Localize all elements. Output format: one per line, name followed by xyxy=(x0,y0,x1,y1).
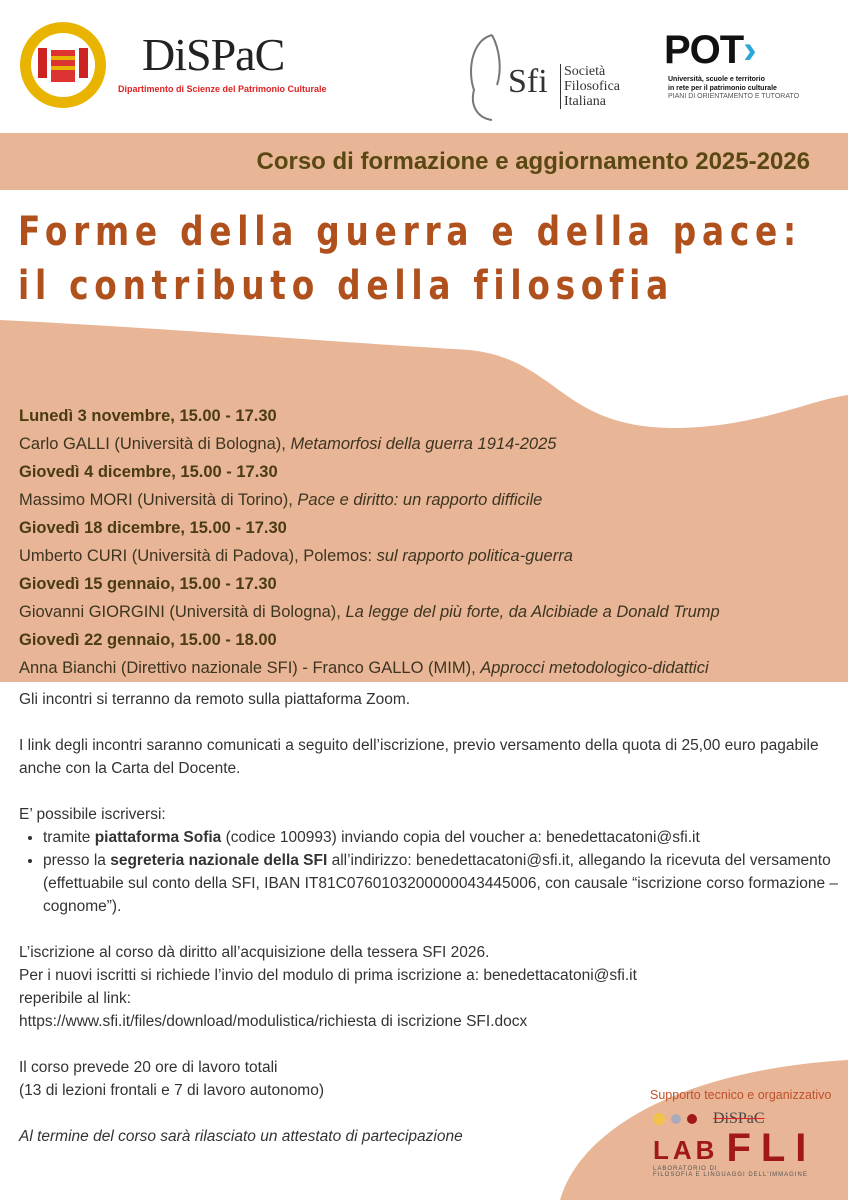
dispac-logo: DiSPaC xyxy=(142,29,285,80)
athena-helmet-icon xyxy=(462,30,507,122)
schedule-item: Giovedì 15 gennaio, 15.00 - 17.30 Giovanni GIORGINI (Università di Bologna), La legge del più forte, da Alcibiade a Donald Trump xyxy=(19,575,720,621)
page-title xyxy=(18,205,802,313)
pot-logo: POT› xyxy=(664,28,756,72)
schedule-list xyxy=(19,402,720,682)
list-item: • tramite piattaforma Sofia (codice 100993) inviando copia del voucher a: benedettacatoni@sfi.it xyxy=(43,826,839,849)
logo-bar xyxy=(0,0,848,130)
schedule-item: Giovedì 4 dicembre, 15.00 - 17.30 Massimo MORI (Università di Torino), Pace e diritto: un rapporto difficile xyxy=(19,463,543,509)
course-heading: Corso di formazione e aggiornamento 2025-2026 xyxy=(256,147,810,175)
title-line-1: Forme della guerra e della pace: xyxy=(18,209,802,255)
info-text: Gli incontri si terranno da remoto sulla piattaforma Zoom. I link degli incontri saranno comunicati a seguito dell’iscrizione, previo versamento della quota di 25,00 euro pagabile anche con la Carta del Docente. E’ possibile iscriversi: • tramite piattaforma Sofia (codice 100993) inviando copia del voucher a: benedettacatoni@sfi.it • presso la segreteria nazionale della SFI all’indirizzo: benedettacatoni@sfi.it, allegando la ricevuta del versamento (effettuabile sul conto della SFI, IBAN IT81C0760103200000043445006, con causale “iscrizione corso formazione – cognome”). L’iscrizione al corso dà diritto all’acquisizione della tessera SFI 2026. Per i nuovi iscritti si richiede l’invio del modulo di prima iscrizione a: benedettacatoni@sfi.it reperibile al link: https://www.sfi.it/files/download/modulistica/richiesta di iscrizione SFI.docx Il corso prevede 20 ore di lavoro totali (13 di lezioni frontali e 7 di lavoro autonomo) Al termine del corso sarà rilasciato un attestato di partecipazione xyxy=(19,688,839,1171)
schedule-item: Lunedì 3 novembre, 15.00 - 17.30 Carlo GALLI (Università di Bologna), Metamorfosi della guerra 1914-2025 xyxy=(19,407,557,453)
sfi-name: Società Filosofica Italiana xyxy=(560,64,620,109)
support-label: Supporto tecnico e organizzativo xyxy=(650,1088,832,1102)
university-seal-logo xyxy=(18,20,108,110)
certificate-note: Al termine del corso sarà rilasciato un attestato di partecipazione xyxy=(19,1128,463,1145)
schedule-item: Giovedì 18 dicembre, 15.00 - 17.30 Umberto CURI (Università di Padova), Polemos: sul rapporto politica-guerra xyxy=(19,519,573,565)
pot-subtitle: Università, scuole e territorio in rete per il patrimonio culturale PIANI DI ORIENTAMENTO E TUTORATO xyxy=(668,76,800,100)
chevron-right-icon: › xyxy=(743,28,756,72)
course-band xyxy=(0,133,848,190)
lightbulb-icon xyxy=(653,1113,665,1125)
dispac-subtitle: Dipartimento di Scienze del Patrimonio Culturale xyxy=(118,84,327,94)
labfli-logo: DiSPaC LAB FLI LABORATORIO DI FILOSOFIA E LINGUAGGI DELL'IMMAGINE xyxy=(653,1110,817,1178)
registration-link[interactable]: https://www.sfi.it/files/download/modulistica/richiesta di iscrizione SFI.docx xyxy=(19,1013,528,1030)
list-item: • presso la segreteria nazionale della SFI all’indirizzo: benedettacatoni@sfi.it, allegando la ricevuta del versamento (effettuabile sul conto della SFI, IBAN IT81C0760103200000043445006, con causale “iscrizione corso formazione – cognome”). xyxy=(43,849,839,918)
sfi-mark: Sfi xyxy=(508,63,548,100)
schedule-item: Giovedì 22 gennaio, 15.00 - 18.00 Anna Bianchi (Direttivo nazionale SFI) - Franco GALLO (MIM), Approcci metodologico-didattici xyxy=(19,631,709,677)
title-line-2: il contributo della filosofia xyxy=(18,263,675,309)
